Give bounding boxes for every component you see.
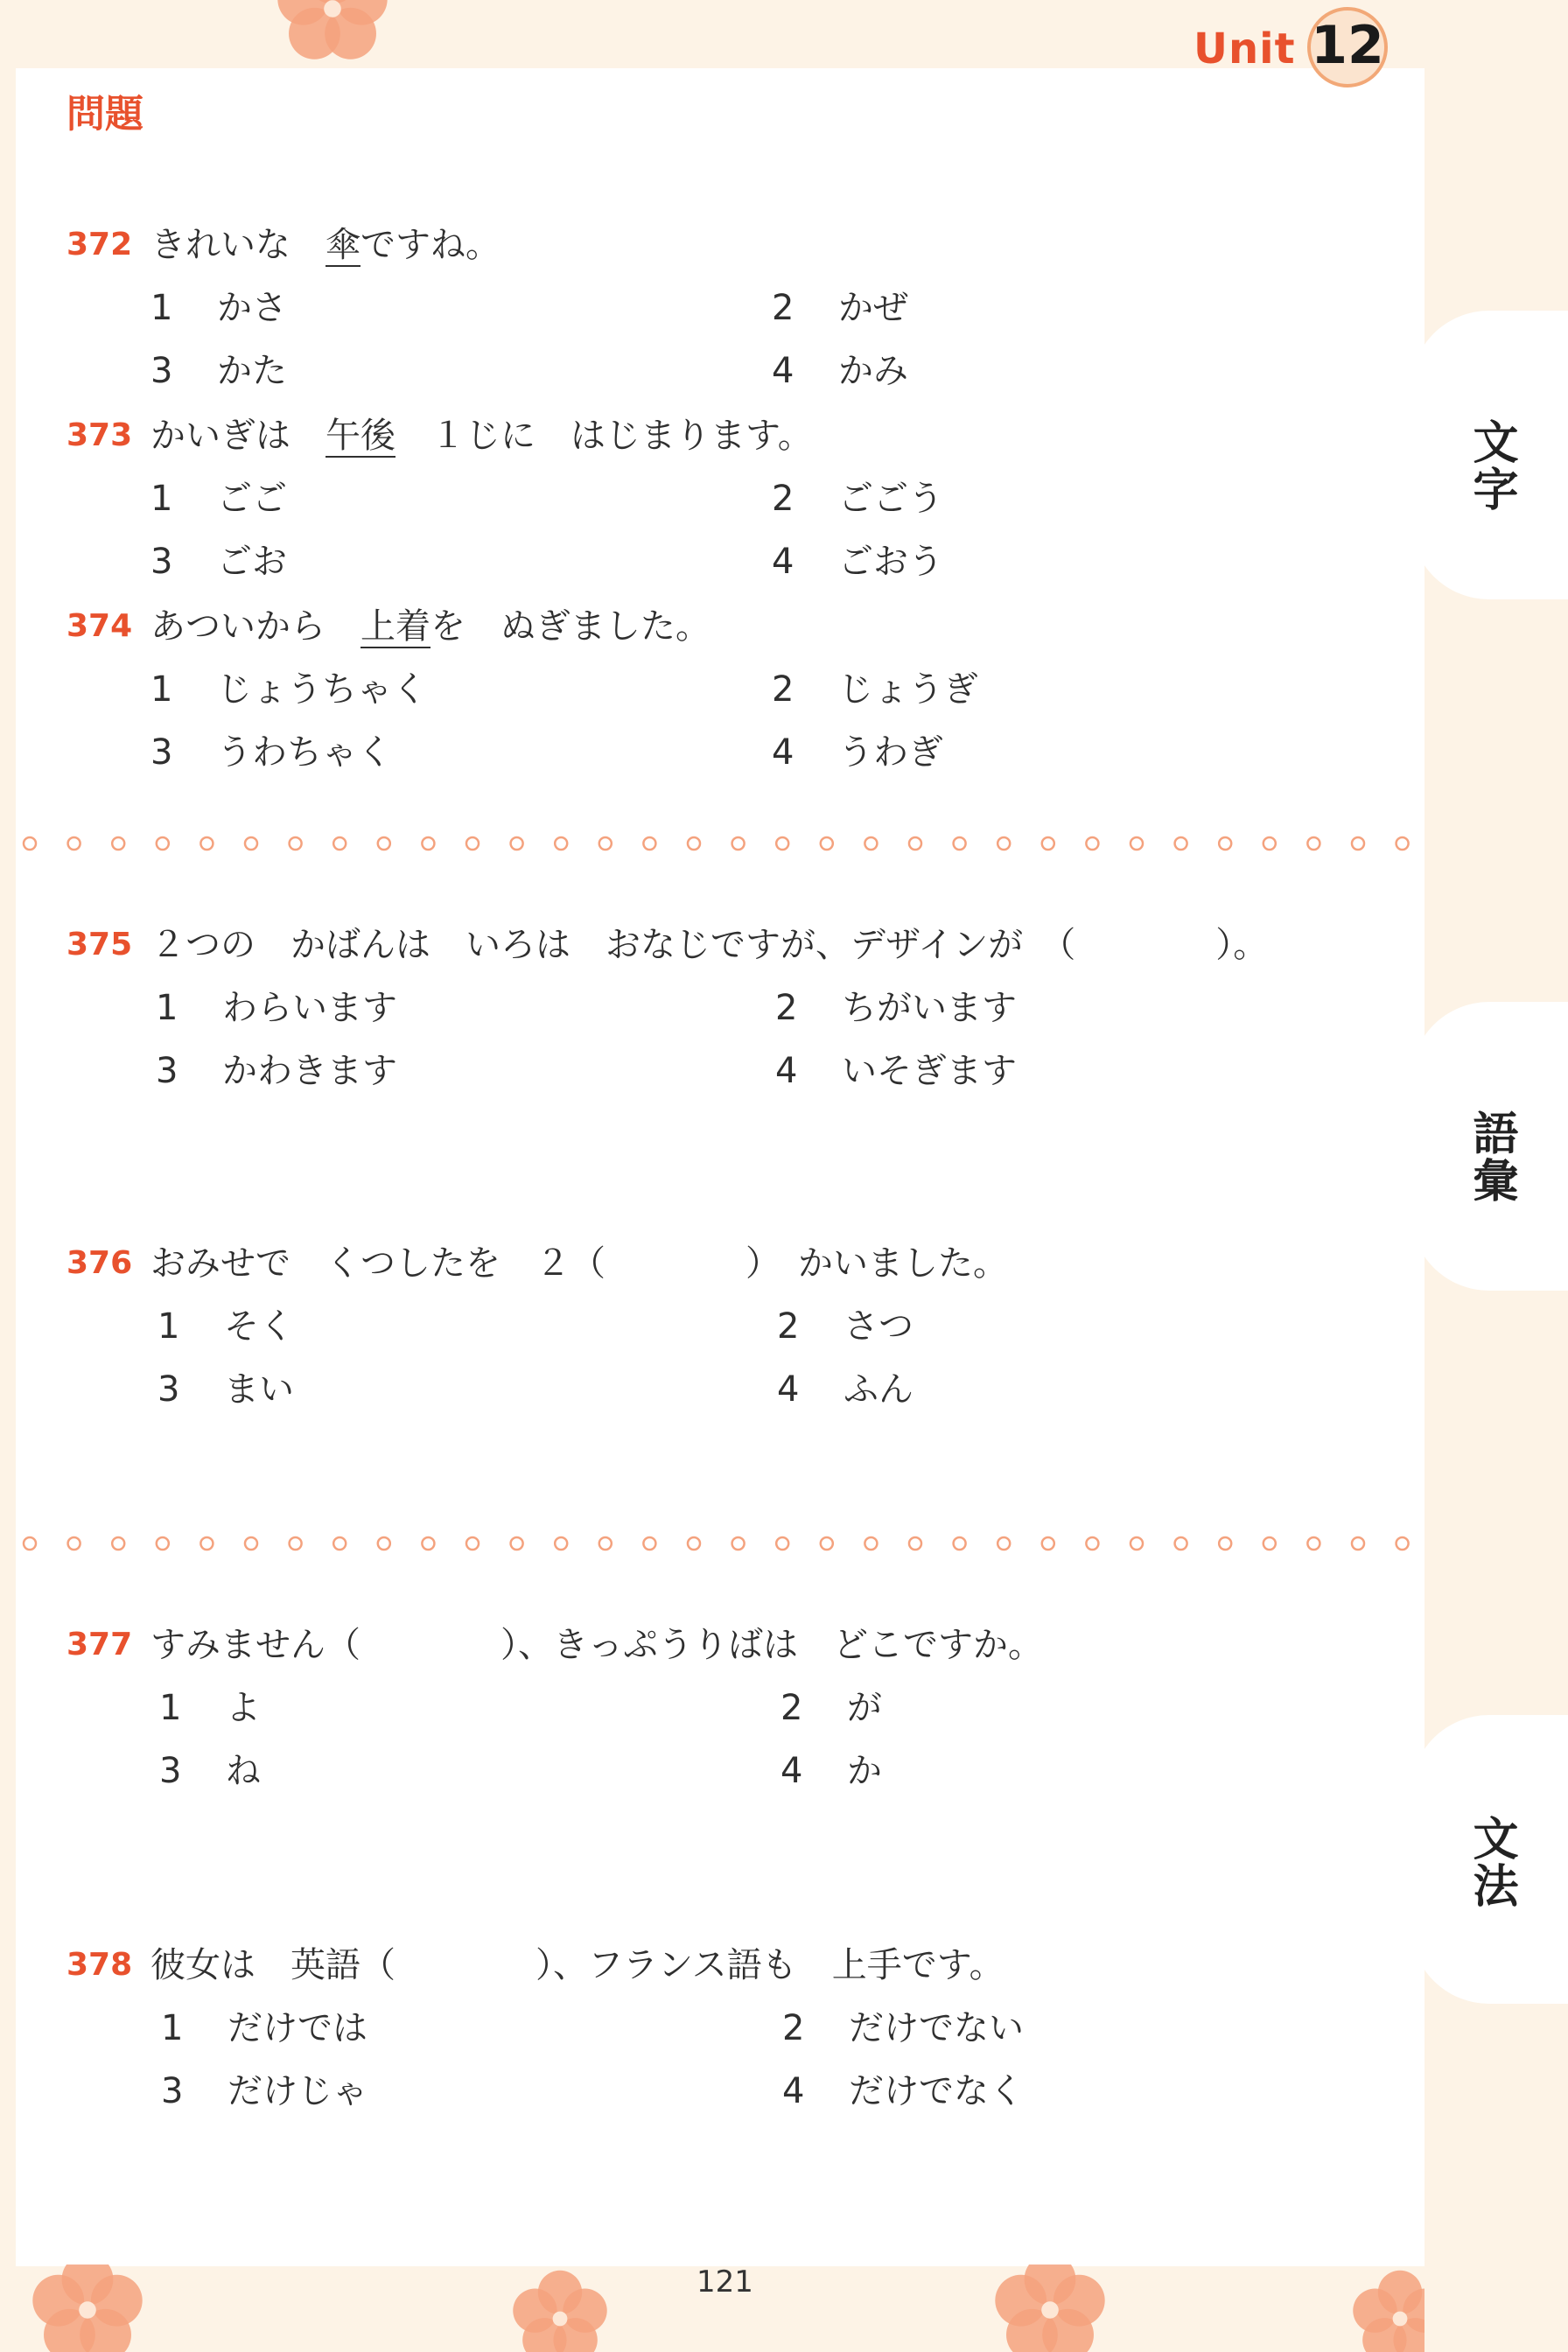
divider-dot bbox=[112, 837, 124, 850]
divider-dot bbox=[333, 1537, 346, 1550]
divider-dot bbox=[555, 1537, 567, 1550]
divider-dot bbox=[1175, 1537, 1187, 1550]
question-stem: すみません（ ）、きっぷうりばは どこですか。 bbox=[150, 1625, 1043, 1665]
divider-dot bbox=[378, 1537, 390, 1550]
side-tab-label-moji: 文字 bbox=[1465, 418, 1517, 513]
divider-dot bbox=[1307, 1537, 1320, 1550]
divider-dot bbox=[821, 837, 833, 850]
side-tab-label-bunpou: 文法 bbox=[1465, 1815, 1517, 1909]
divider-dot bbox=[333, 837, 346, 850]
option-374-1[interactable]: 1 じょうちゃく bbox=[150, 669, 427, 710]
divider-dot bbox=[511, 837, 523, 850]
divider-dot bbox=[954, 837, 966, 850]
question-stem: きれいな 傘ですね。 bbox=[150, 225, 500, 265]
question-stem: おみせで くつしたを ２（ ） かいました。 bbox=[150, 1243, 1008, 1284]
divider-dot bbox=[821, 1537, 833, 1550]
option-377-1[interactable]: 1 よ bbox=[159, 1688, 261, 1728]
option-376-2[interactable]: 2 さつ bbox=[777, 1306, 914, 1347]
option-372-2[interactable]: 2 かぜ bbox=[772, 288, 908, 328]
divider-dot bbox=[290, 1537, 302, 1550]
divider-dot bbox=[157, 1537, 169, 1550]
divider-dot bbox=[732, 837, 745, 850]
divider-dot bbox=[1219, 1537, 1231, 1550]
option-373-1[interactable]: 1 ごご bbox=[150, 479, 287, 519]
underlined-word: 午後 bbox=[326, 416, 396, 456]
dotted-divider bbox=[18, 1533, 1418, 1554]
divider-dot bbox=[200, 837, 213, 850]
divider-dot bbox=[1042, 1537, 1054, 1550]
question-number: 376 bbox=[66, 1245, 133, 1281]
divider-dot bbox=[688, 1537, 700, 1550]
divider-dot bbox=[643, 837, 655, 850]
divider-dot bbox=[1086, 1537, 1098, 1550]
divider-dot bbox=[555, 837, 567, 850]
divider-dot bbox=[1264, 1537, 1276, 1550]
divider-dot bbox=[422, 837, 434, 850]
divider-dot bbox=[511, 1537, 523, 1550]
divider-dot bbox=[157, 837, 169, 850]
divider-dot bbox=[599, 1537, 612, 1550]
divider-dot bbox=[200, 1537, 213, 1550]
divider-dot bbox=[1130, 837, 1143, 850]
unit-label: Unit bbox=[1194, 24, 1296, 74]
content-area bbox=[16, 68, 1424, 2264]
divider-dot bbox=[1396, 1537, 1409, 1550]
side-tab-label-goi: 語彙 bbox=[1465, 1110, 1517, 1204]
option-378-3[interactable]: 3 だけじゃ bbox=[161, 2071, 368, 2111]
divider-dot bbox=[909, 837, 921, 850]
option-374-3[interactable]: 3 うわちゃく bbox=[150, 732, 392, 773]
divider-dot bbox=[688, 837, 700, 850]
divider-dot bbox=[378, 837, 390, 850]
divider-dot bbox=[1352, 837, 1364, 850]
divider-dot bbox=[909, 1537, 921, 1550]
divider-dot bbox=[954, 1537, 966, 1550]
option-375-3[interactable]: 3 かわきます bbox=[156, 1051, 397, 1091]
page-number: 121 bbox=[696, 2264, 753, 2300]
divider-dot bbox=[776, 1537, 788, 1550]
divider-dot bbox=[24, 1537, 36, 1550]
divider-dot bbox=[466, 837, 479, 850]
divider-dot bbox=[245, 1537, 257, 1550]
divider-dot bbox=[998, 837, 1010, 850]
option-376-4[interactable]: 4 ふん bbox=[777, 1369, 914, 1410]
option-375-2[interactable]: 2 ちがいます bbox=[775, 988, 1017, 1028]
option-378-4[interactable]: 4 だけでなく bbox=[782, 2071, 1024, 2111]
divider-dot bbox=[422, 1537, 434, 1550]
divider-dot bbox=[643, 1537, 655, 1550]
divider-dot bbox=[1130, 1537, 1143, 1550]
option-374-4[interactable]: 4 うわぎ bbox=[772, 732, 943, 773]
divider-dot bbox=[1396, 837, 1409, 850]
option-372-1[interactable]: 1 かさ bbox=[150, 288, 287, 328]
question-number: 378 bbox=[66, 1947, 133, 1983]
divider-dot bbox=[1352, 1537, 1364, 1550]
underlined-word: 上着 bbox=[360, 606, 430, 647]
section-title: 問題 bbox=[66, 92, 144, 136]
question-number: 375 bbox=[66, 927, 133, 962]
question-stem: 彼女は 英語（ ）、フランス語も 上手です。 bbox=[150, 1945, 1004, 1985]
question-number: 372 bbox=[66, 227, 133, 262]
divider-dot bbox=[1307, 837, 1320, 850]
divider-dot bbox=[245, 837, 257, 850]
question-stem: ２つの かばんは いろは おなじですが、デザインが （ ）。 bbox=[150, 925, 1269, 965]
question-stem: かいぎは 午後 １じに はじまります。 bbox=[150, 416, 813, 456]
question-stem: あついから 上着を ぬぎました。 bbox=[150, 606, 710, 647]
divider-dot bbox=[466, 1537, 479, 1550]
question-number: 374 bbox=[66, 608, 133, 644]
divider-dot bbox=[1086, 837, 1098, 850]
option-375-1[interactable]: 1 わらいます bbox=[156, 988, 397, 1028]
divider-dot bbox=[864, 1537, 877, 1550]
option-377-4[interactable]: 4 か bbox=[780, 1751, 882, 1791]
option-378-2[interactable]: 2 だけでない bbox=[782, 2008, 1024, 2048]
option-376-1[interactable]: 1 そく bbox=[158, 1306, 294, 1347]
unit-number: 12 bbox=[1311, 15, 1384, 76]
divider-dot bbox=[68, 1537, 80, 1550]
question-number: 377 bbox=[66, 1627, 133, 1662]
divider-dot bbox=[1219, 837, 1231, 850]
option-372-4[interactable]: 4 かみ bbox=[772, 351, 908, 391]
divider-dot bbox=[776, 837, 788, 850]
divider-dot bbox=[1264, 837, 1276, 850]
divider-dot bbox=[290, 837, 302, 850]
option-377-2[interactable]: 2 が bbox=[780, 1688, 882, 1728]
underlined-word: 傘 bbox=[326, 225, 360, 265]
divider-dot bbox=[864, 837, 877, 850]
divider-dot bbox=[732, 1537, 745, 1550]
option-372-3[interactable]: 3 かた bbox=[150, 351, 287, 391]
divider-dot bbox=[112, 1537, 124, 1550]
dotted-divider bbox=[18, 833, 1418, 854]
divider-dot bbox=[24, 837, 36, 850]
option-375-4[interactable]: 4 いそぎます bbox=[775, 1051, 1017, 1091]
divider-dot bbox=[68, 837, 80, 850]
option-378-1[interactable]: 1 だけでは bbox=[161, 2008, 368, 2048]
option-374-2[interactable]: 2 じょうぎ bbox=[772, 669, 978, 710]
divider-dot bbox=[1042, 837, 1054, 850]
divider-dot bbox=[998, 1537, 1010, 1550]
option-376-3[interactable]: 3 まい bbox=[158, 1369, 294, 1410]
option-373-4[interactable]: 4 ごおう bbox=[772, 542, 943, 582]
option-377-3[interactable]: 3 ね bbox=[159, 1751, 261, 1791]
divider-dot bbox=[1175, 837, 1187, 850]
divider-dot bbox=[599, 837, 612, 850]
option-373-3[interactable]: 3 ごお bbox=[150, 542, 287, 582]
option-373-2[interactable]: 2 ごごう bbox=[772, 479, 943, 519]
question-number: 373 bbox=[66, 417, 133, 453]
